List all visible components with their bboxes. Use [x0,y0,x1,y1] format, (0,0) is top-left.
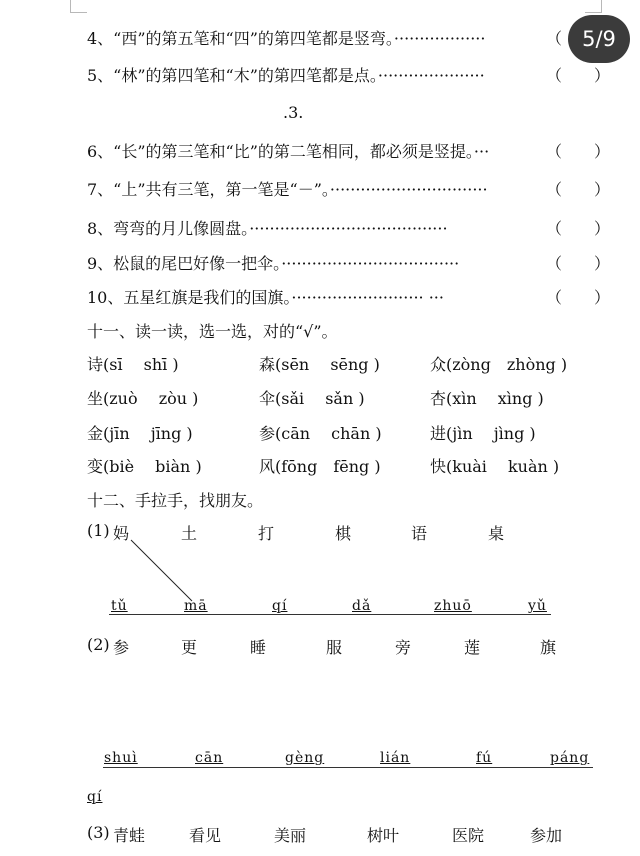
judge-item-10-paren: （ ） [546,288,611,307]
part-2-char-5: 旁 [395,638,412,657]
part-3-label: (3) [87,823,110,842]
section-12-title: 十二、手拉手，找朋友。 [87,491,264,510]
judge-item-10-dots: ·························· ··· [291,288,444,307]
part-2-pinyin-4: lián [380,750,411,766]
pinyin-choice-1-1: 诗(sī shī ) [87,355,179,374]
section-11-title: 十一、读一读，选一选，对的“√”。 [87,322,338,341]
part-2-char-6: 莲 [464,638,481,657]
pinyin-choice-3-3: 进(jìn jìng ) [430,424,536,443]
part-3-word-3: 美丽 [274,826,307,845]
pinyin-choice-2-2: 伞(sǎi sǎn ) [259,389,365,408]
part-3-word-1: 青蛙 [113,826,146,845]
part-3-word-4: 树叶 [367,826,400,845]
pinyin-choice-3-2: 参(cān chān ) [259,424,382,443]
pinyin-choice-3-1: 金(jīn jīng ) [87,424,193,443]
judge-item-6-paren: （ ） [546,142,611,161]
part-2-char-3: 睡 [250,638,267,657]
page-number: .3. [283,103,304,122]
judge-item-6-text: 6、“长”的第三笔和“比”的第二笔相同，都必须是竖提。 [87,142,474,161]
page-indicator[interactable]: 5/9 [568,15,630,63]
judge-item-4-text: 4、“西”的第五笔和“四”的第四笔都是竖弯。 [87,29,394,48]
part-2-pinyin-5: fú [476,750,493,766]
part-3-word-5: 医院 [452,826,485,845]
part-1-pinyin-1: tǔ [111,598,128,614]
pinyin-choice-2-3: 杏(xìn xìng ) [430,389,544,408]
part-2-pinyin-3: gèng [285,750,325,766]
part-2-char-7: 旗 [540,638,557,657]
part-1-char-2: 土 [181,524,198,543]
part-2-char-1: 参 [113,638,130,657]
judge-item-8-dots: ······································· [249,219,448,238]
part-2-pinyin-2: cān [195,750,224,766]
part-1-pinyin-3: qí [272,598,288,614]
part-1-char-5: 语 [411,524,428,543]
part-1-pinyin-6: yǔ [528,598,547,614]
pinyin-choice-4-3: 快(kuài kuàn ) [430,457,560,476]
judge-item-5-text: 5、“林”的第四笔和“木”的第四笔都是点。 [87,66,378,85]
judge-item-7-text: 7、“上”共有三笔，第一笔是“－”。 [87,180,330,199]
judge-item-4-dots: ·················· [393,29,486,48]
judge-item-5-dots: ····················· [377,66,485,85]
pinyin-choice-1-3: 众(zòng zhòng ) [430,355,568,374]
judge-item-7-paren: （ ） [546,180,611,199]
part-1-char-4: 棋 [335,524,352,543]
part-2-label: (2) [87,635,110,654]
part-2-char-4: 服 [326,638,343,657]
judge-item-9-paren: （ ） [546,254,611,273]
judge-item-8-text: 8、弯弯的月儿像圆盘。 [87,219,250,238]
judge-item-8-paren: （ ） [546,219,611,238]
pinyin-choice-4-1: 变(biè biàn ) [87,457,202,476]
part-1-pinyin-4: dǎ [352,598,372,614]
part-2-underline [103,767,593,768]
judge-item-10-text: 10、五星红旗是我们的国旗。 [87,288,292,307]
part-3-word-2: 看见 [189,826,222,845]
judge-item-9-dots: ··································· [281,254,460,273]
part-2-pinyin-extra: qí [87,789,103,805]
part-1-underline [109,614,551,615]
part-3-word-6: 参加 [530,826,563,845]
pinyin-choice-2-1: 坐(zuò zòu ) [87,389,199,408]
part-1-label: (1) [87,521,110,540]
part-1-pinyin-5: zhuō [434,598,472,614]
part-1-char-6: 桌 [488,524,505,543]
pinyin-choice-4-2: 风(fōng fēng ) [259,457,381,476]
part-2-pinyin-1: shuì [104,750,138,766]
judge-item-5-paren: （ ） [546,66,611,85]
part-2-char-2: 更 [181,638,198,657]
judge-item-6-dots: ··· [473,142,490,161]
judge-item-9-text: 9、松鼠的尾巴好像一把伞。 [87,254,282,273]
judge-item-7-dots: ······························· [329,180,488,199]
part-2-pinyin-6: páng [550,750,590,766]
judge-item-4-paren: （ [546,29,563,48]
part-1-char-3: 打 [258,524,275,543]
part-1-pinyin-2: mā [184,598,208,614]
pinyin-choice-1-2: 森(sēn sēng ) [259,355,380,374]
part-1-char-1: 妈 [113,524,130,543]
